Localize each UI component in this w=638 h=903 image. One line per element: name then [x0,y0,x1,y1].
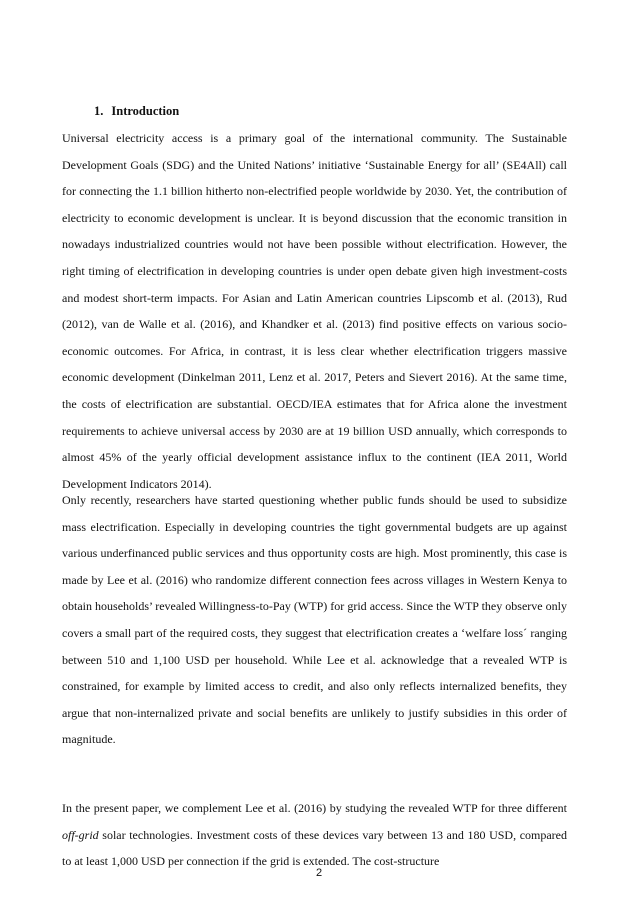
page-number: 2 [315,867,323,879]
paragraph-3 [62,795,567,875]
paragraph-2: Only recently, researchers have started questioning whether public funds should be used to subsidize mass electrification. Especially in developing countries the tight governmental budgets are up against various underfinanced public services and thus opportunity costs are high. Most prominently, this case is made by Lee et al. (2016) who randomize different connection fees across villages in Western Kenya to obtain households’ revealed Willingness-to-Pay (WTP) for grid access. Since the WTP they observe only covers a small part of the required costs, they suggest that electrification creates a ‘welfare loss´ ranging between 510 and 1,100 USD per household. While Lee et al. acknowledge that a revealed WTP is constrained, for example by limited access to credit, and also only reflects internalized benefits, they argue that non-internalized private and social benefits are unlikely to justify subsidies in this order of magnitude. [62,493,567,747]
paragraph-3-text-after: solar technologies. Investment costs of these devices vary between 13 and 180 USD, compared to at least 1,000 USD per connection if the grid is extended. The cost-structure [62,827,567,869]
section-number: 1. [94,104,104,118]
paragraph-1: Universal electricity access is a primary goal of the international community. The Sustainable Development Goals (SDG) and the United Nations’ initiative ‘Sustainable Energy for all’ (SE4All) call for connecting the 1.1 billion hitherto non-electrified people worldwide by 2030. Yet, the contribution of electricity to economic development is unclear. It is beyond discussion that the economic transition in nowadays industrialized countries would not have been possible without electrification. However, the right timing of electrification in developing countries is under open debate given high investment-costs and modest short-term impacts. For Asian and Latin American countries Lipscomb et al. (2013), Rud (2012), van de Walle et al. (2016), and Khandker et al. (2013) find positive effects on various socio-economic outcomes. For Africa, in contrast, it is less clear whether electrification triggers massive economic development (Dinkelman 2011, Lenz et al. 2017, Peters and Sievert 2016). At the same time, the costs of electrification are substantial. OECD/IEA estimates that for Africa alone the investment requirements to achieve universal access by 2030 are at 19 billion USD annually, which corresponds to almost 45% of the yearly official development assistance influx to the continent (IEA 2011, World Development Indicators 2014). [62,131,567,491]
section-heading [94,101,179,121]
paragraph-3-text-before: In the present paper, we complement Lee et al. (2016) by studying the revealed WTP for three different [62,801,567,815]
paragraph-3-emphasis: off-grid [62,827,99,842]
section-title: Introduction [111,104,180,118]
